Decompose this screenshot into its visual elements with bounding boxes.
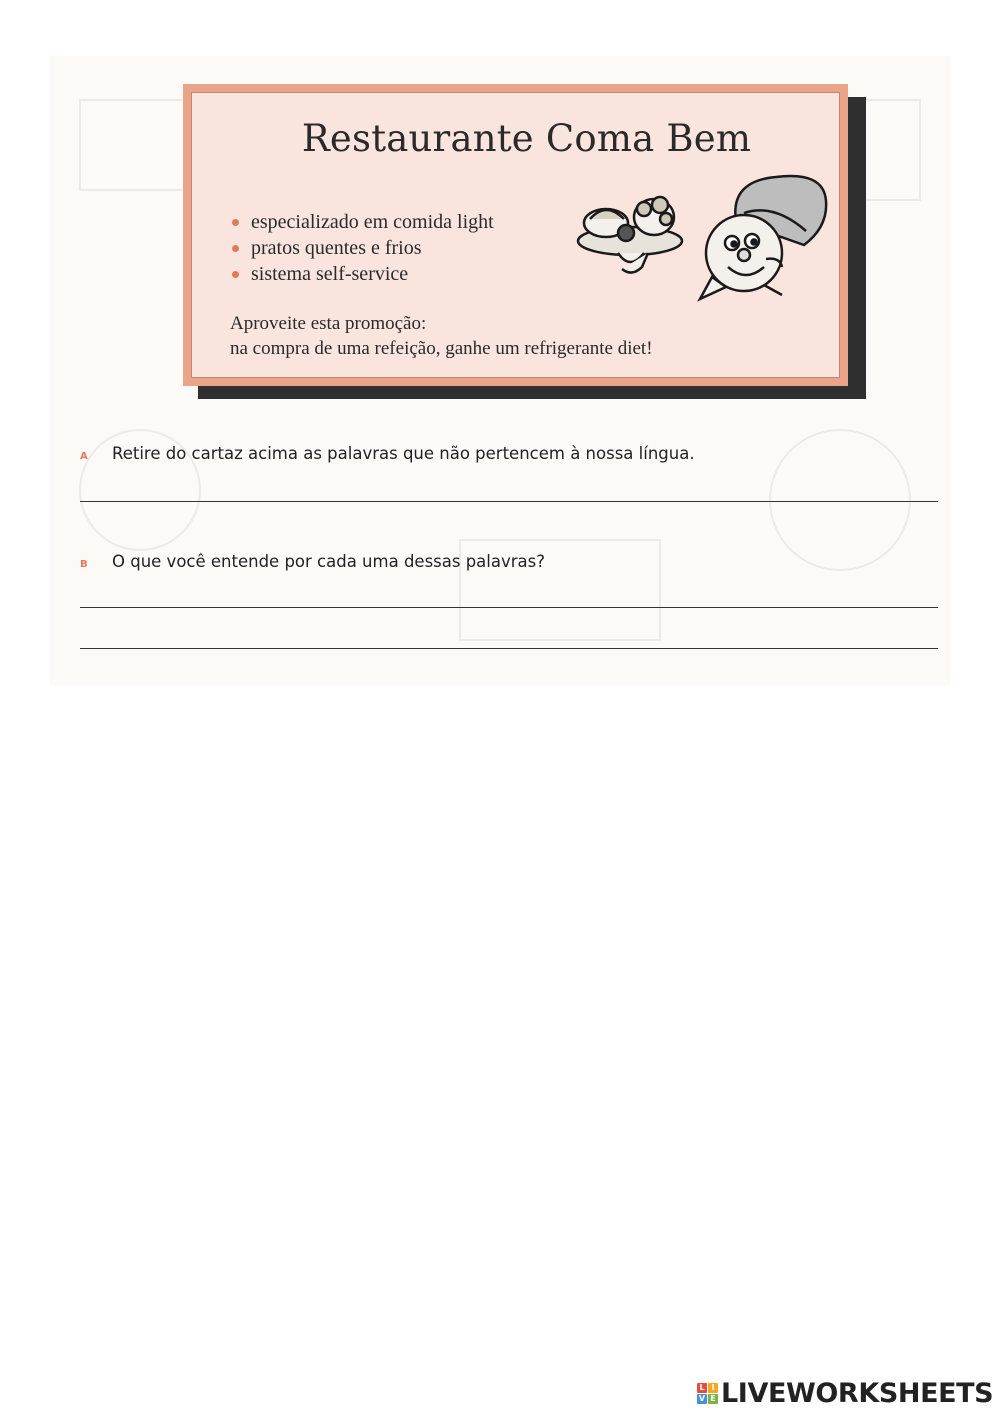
poster-panel <box>191 92 840 378</box>
question-text: O que você entende por cada uma dessas palavras? <box>112 552 546 571</box>
bullet-icon <box>232 219 239 226</box>
bullet-icon <box>232 271 239 278</box>
bullet-icon <box>232 245 239 252</box>
logo-mark-letter: I <box>708 1383 718 1393</box>
logo-mark-icon <box>697 1383 718 1404</box>
answer-line[interactable] <box>80 501 938 502</box>
poster-title: Restaurante Coma Bem <box>301 117 752 160</box>
restaurant-poster <box>183 84 848 386</box>
question-b <box>80 552 545 571</box>
feature-text: pratos quentes e frios <box>251 237 422 259</box>
feature-text: sistema self-service <box>251 263 409 285</box>
logo-mark-letter: L <box>697 1383 707 1393</box>
chef-icon <box>700 176 826 299</box>
answer-line[interactable] <box>80 648 938 649</box>
question-letter: B <box>80 559 88 570</box>
logo-text: LIVEWORKSHEETS <box>721 1377 994 1409</box>
promo-line-2: na compra de uma refeição, ganhe um refrigerante diet! <box>230 338 653 359</box>
promo-line-1: Aproveite esta promoção: <box>230 313 427 334</box>
feature-list <box>232 209 494 287</box>
feature-item <box>232 235 494 261</box>
feature-item <box>232 209 494 235</box>
feature-text: especializado em comida light <box>251 211 494 233</box>
food-tray-icon <box>578 197 682 273</box>
liveworksheets-logo <box>697 1378 993 1408</box>
question-a <box>80 444 695 463</box>
question-text: Retire do cartaz acima as palavras que não pertencem à nossa língua. <box>112 444 695 463</box>
logo-mark-letter: E <box>708 1394 718 1404</box>
logo-mark-letter: V <box>698 1394 706 1403</box>
question-letter: A <box>80 451 88 462</box>
chef-illustration <box>568 173 838 323</box>
feature-item <box>232 261 494 287</box>
answer-line[interactable] <box>80 607 938 608</box>
